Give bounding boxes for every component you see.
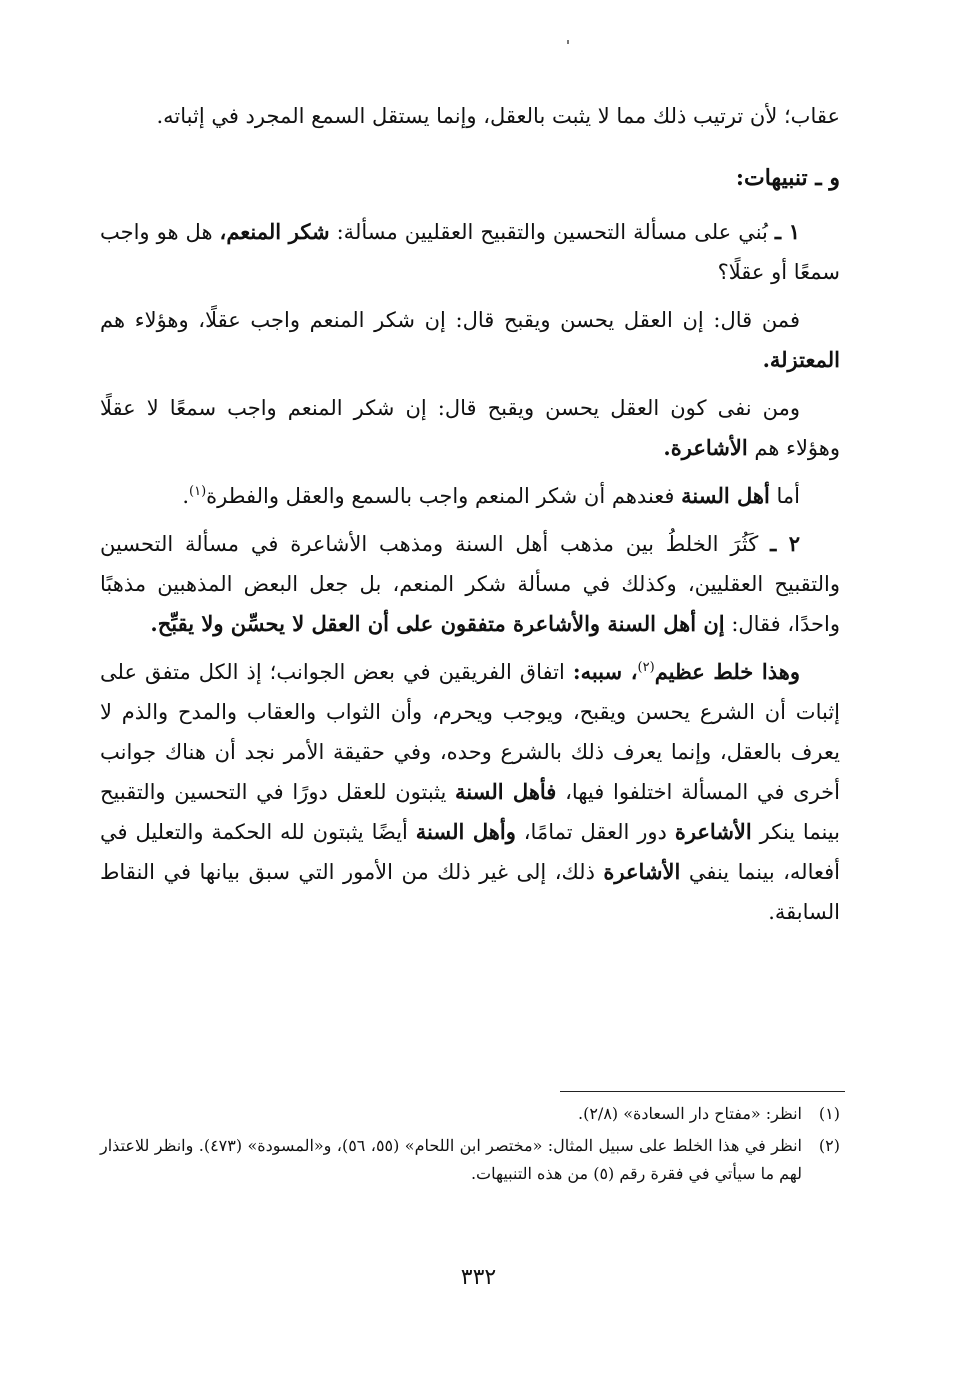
bold-term: إن أهل السنة والأشاعرة متفقون على أن العقل لا يحسِّن ولا يقبِّح. xyxy=(150,611,725,636)
bold-term: وهذا خلط عظيم xyxy=(654,659,800,684)
footnote-text: انظر في هذا الخلط على سبيل المثال: «مختصر ابن اللحام» (٥٥، ٥٦)، و«المسودة» (٤٧٣). وانظر للاعتذار لهم ما سيأتي في فقرة رقم (٥) من هذه التنبيهات. xyxy=(100,1136,803,1183)
footnotes xyxy=(100,1100,840,1192)
bold-term: وأهل السنة xyxy=(415,819,516,844)
bold-term: الأشاعرة xyxy=(603,859,681,884)
paragraph-0: عقاب؛ لأن ترتيب ذلك مما لا يثبت بالعقل، وإنما يستقل السمع المجرد في إثباته. xyxy=(156,104,840,128)
text-run: أيضًا يثبتون لله الحكمة والتعليل في أفعاله، بينما ينفي xyxy=(100,820,840,884)
bold-term: الأشاعرة xyxy=(674,819,752,844)
text-run: فمن قال: إن العقل يحسن ويقبح قال: إن شكر المنعم واجب عقلًا، وهؤلاء هم xyxy=(100,308,800,332)
bold-term: المعتزلة. xyxy=(762,347,840,372)
text-run: يثبتون للعقل دورًا في التحسين والتقبيح بينما ينكر xyxy=(100,780,840,844)
bold-term: فأهل السنة xyxy=(455,779,557,804)
bold-term: شكر المنعم، xyxy=(219,219,330,244)
paragraph-3 xyxy=(100,388,840,468)
footnote-text: انظر: «مفتاح دار السعادة» (٢/٨). xyxy=(578,1104,802,1123)
text-run: أما xyxy=(776,484,800,508)
paragraph-4 xyxy=(100,476,840,516)
paragraph-1 xyxy=(100,212,840,292)
section-heading: و ـ تنبيهات: xyxy=(735,165,840,191)
text-run: ذلك، إلى غير ذلك من الأمور التي سبق بيانها في النقاط السابقة. xyxy=(100,860,840,924)
bold-term: الأشاعرة. xyxy=(663,435,748,460)
paragraph-6 xyxy=(100,652,840,932)
text-run: فعندهم أن شكر المنعم واجب بالسمع والعقل والفطرة xyxy=(206,484,675,508)
footnote-1 xyxy=(100,1100,840,1128)
bold-term: ، سببه: xyxy=(572,659,638,684)
page-number: ٣٣٢ xyxy=(460,1265,497,1290)
scan-mark xyxy=(567,40,569,44)
text-run: كَثُرَ الخلطُ بين مذهب أهل السنة ومذهب الأشاعرة في مسألة التحسين والتقبيح العقليين، وكذلك في مسألة شكر المنعم، بل جعل البعض المذهبين مذهبًا واحدًا، فقال: xyxy=(100,532,840,636)
footnote-ref: (٢) xyxy=(637,660,655,675)
page-body xyxy=(100,96,840,940)
footnote-ref: (١) xyxy=(189,484,207,499)
footnote-2 xyxy=(100,1132,840,1188)
footnote-number: (١) xyxy=(818,1104,840,1123)
paragraph-2 xyxy=(100,300,840,380)
text-run: اتفاق الفريقين في بعض الجوانب؛ إذ الكل متفق على إثبات أن الشرع يحسن ويقبح، ويوجب ويحرم، وأن الثواب والعقاب والمدح والذم لا يعرف بالعقل، وإنما يعرف ذلك بالشرع وحده، وفي حقيقة الأمر نجد أن هناك جوانب أخرى في المسألة اختلفوا فيها، xyxy=(100,660,841,804)
text-run: ومن نفى كون العقل يحسن ويقبح قال: إن شكر المنعم واجب سمعًا لا عقلًا وهؤلاء هم xyxy=(100,396,840,460)
text-run: بُني على مسألة التحسين والتقبيح العقليين مسألة: xyxy=(336,220,768,244)
item-number: ٢ ـ xyxy=(770,531,800,556)
footnote-separator xyxy=(560,1091,845,1092)
text-run: دور العقل تمامًا، xyxy=(523,820,667,844)
footnote-number: (٢) xyxy=(818,1136,840,1155)
text-run: هل هو واجب سمعًا أو عقلًا؟ xyxy=(100,220,840,284)
item-number: ١ ـ xyxy=(774,219,801,244)
paragraph-5 xyxy=(100,524,840,644)
bold-term: أهل السنة xyxy=(681,483,770,508)
text-run: . xyxy=(182,484,190,508)
